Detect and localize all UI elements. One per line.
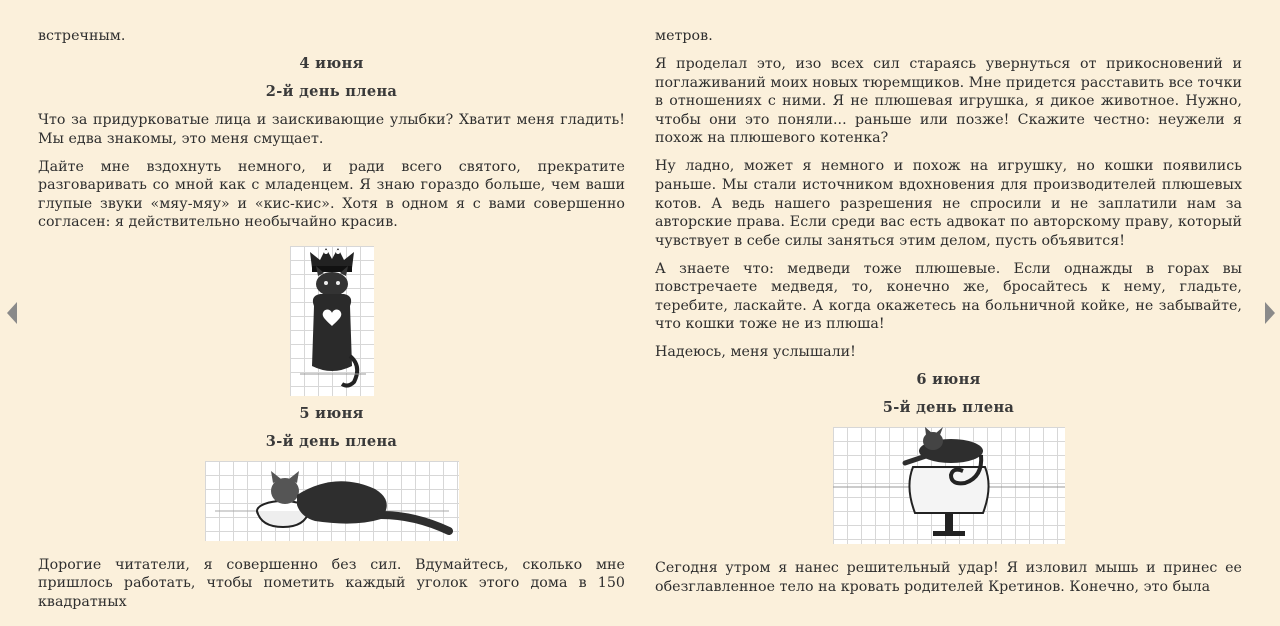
chevron-left-icon[interactable]	[7, 302, 17, 324]
chevron-right-icon[interactable]	[1265, 302, 1275, 324]
entry-day: 3-й день плена	[265, 432, 398, 450]
cat-in-bowl-illustration	[205, 461, 459, 541]
entry-day: 5-й день плена	[882, 399, 1015, 417]
cat-on-lamp-illustration	[833, 427, 1065, 544]
paragraph: Дайте мне вздохнуть немного, и ради всего святого, прекратите разговаривать со мной как с младенцем. Я знаю гораздо больше, чем ваши глупые звуки «мяу-мяу» и «кис-кис». Хотя в одном я с вами совершенно согласен: я действительно необычайно красив.	[38, 158, 625, 231]
paragraph: А знаете что: медведи тоже плюшевые. Если однажды в горах вы повстречаете медведя, то, конечно же, бросайтесь к нему, гладьте, теребите, ласкайте. А когда окажетесь на больничной койке, не забывайте, что кошки тоже не из плюша!	[655, 260, 1242, 333]
paragraph: метров.	[655, 28, 713, 44]
entry-day: 2-й день плена	[265, 82, 398, 100]
paragraph: Дорогие читатели, я совершенно без сил. Вдумайтесь, сколько мне пришлось работать, чтобы пометить каждый уголок этого дома в 150 квадратных	[38, 556, 625, 611]
paragraph: Я проделал это, изо всех сил стараясь увернуться от прикосновений и поглаживаний моих новых тюремщиков. Мне придется расставить все точки в отношениях с ними. Я не плюшевая игрушка, я дикое животное. Нужно, чтобы они это поняли... раньше или позже! Скажите честно: неужели я похож на плюшевого котенка?	[655, 55, 1242, 147]
entry-date: 5 июня	[299, 404, 364, 422]
paragraph: Что за придурковатые лица и заискивающие улыбки? Хватит меня гладить! Мы едва знакомы, это меня смущает.	[38, 111, 625, 147]
right-page	[655, 27, 1242, 626]
left-page	[38, 27, 625, 626]
paragraph: Ну ладно, может я немного и похож на игрушку, но кошки появились раньше. Мы стали источником вдохновения для производителей плюшевых котов. А ведь нашего разрешения не спросили и не заплатили нам за авторские права. Если среди вас есть адвокат по авторскому праву, который чувствует в себе силы заняться этим делом, пусть объявится!	[655, 158, 1242, 249]
entry-date: 4 июня	[299, 54, 364, 72]
paragraph: встречным.	[38, 28, 126, 44]
paragraph: Надеюсь, меня услышали!	[655, 344, 856, 361]
paragraph: Сегодня утром я нанес решительный удар! Я изловил мышь и принес ее обезглавленное тело на кровать родителей Кретинов. Конечно, это была	[655, 560, 1242, 596]
crowned-cat-illustration	[290, 246, 374, 396]
entry-date: 6 июня	[916, 371, 981, 389]
